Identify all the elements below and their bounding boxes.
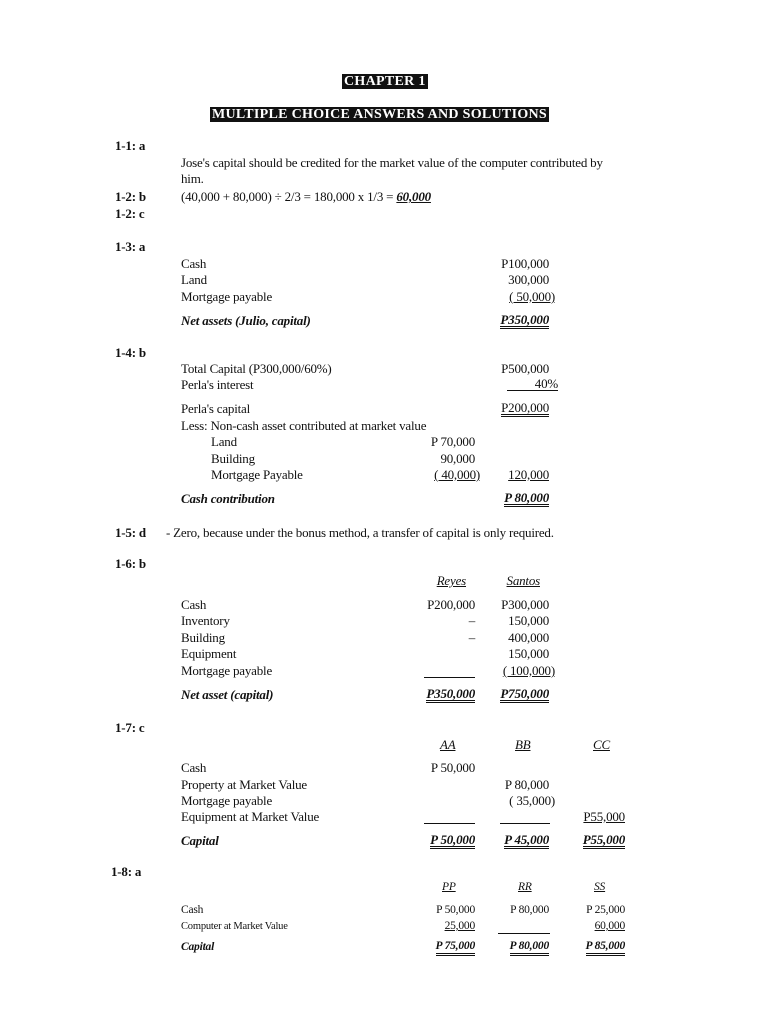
row-value: P500,000 — [501, 361, 549, 376]
answer-label: 1-2: b — [115, 189, 146, 204]
row-value: 300,000 — [508, 272, 549, 287]
row-value: 150,000 — [508, 646, 549, 661]
row-label: Land — [181, 272, 207, 287]
row-value: ( 100,000) — [502, 663, 555, 678]
column-header: BB — [515, 737, 531, 752]
column-header: CC — [593, 737, 610, 752]
row-value: – — [468, 613, 475, 628]
answer-label: 1-2: c — [115, 206, 145, 221]
row-label: Less: Non-cash asset contributed at market value — [181, 418, 427, 433]
row-label: Computer at Market Value — [181, 921, 288, 932]
row-value: P 70,000 — [430, 434, 475, 449]
total-value: P 45,000 — [504, 832, 549, 847]
formula-answer: 60,000 — [396, 189, 431, 204]
answer-label: 1-1: a — [115, 138, 146, 153]
row-value: P100,000 — [501, 256, 549, 271]
row-value: P55,000 — [583, 809, 625, 824]
row-label: Mortgage payable — [181, 289, 273, 304]
row-label: Perla's capital — [181, 401, 251, 416]
row-value: – — [468, 630, 475, 645]
row-label: Total Capital (P300,000/60%) — [181, 361, 332, 376]
column-header: Santos — [506, 573, 540, 588]
row-value: 400,000 — [508, 630, 549, 645]
total-value: P750,000 — [500, 686, 549, 701]
total-value: P350,000 — [426, 686, 475, 701]
row-label: Building — [181, 630, 225, 645]
row-label: Cash — [181, 904, 204, 916]
answer-label: 1-3: a — [115, 239, 146, 254]
row-value: P300,000 — [501, 597, 549, 612]
row-value: 40% — [507, 377, 558, 391]
row-label: Property at Market Value — [181, 777, 308, 792]
answer-label: 1-5: d — [115, 525, 146, 540]
row-label: Cash — [181, 597, 207, 612]
total-value: P 80,000 — [510, 940, 550, 956]
underline-rule — [424, 823, 475, 824]
chapter-title: CHAPTER 1 — [344, 74, 426, 89]
row-label: Cash — [181, 760, 207, 775]
total-label: Capital — [181, 833, 219, 848]
total-value: P 75,000 — [436, 940, 476, 956]
row-label: Mortgage payable — [181, 793, 273, 808]
row-value: 120,000 — [508, 467, 549, 482]
solution-text: Jose's capital should be credited for the market value of the computer contributed by — [181, 155, 603, 170]
row-label: Equipment at Market Value — [181, 809, 320, 824]
underline-rule — [500, 823, 550, 824]
row-label: Mortgage Payable — [211, 467, 303, 482]
row-value: 150,000 — [508, 613, 549, 628]
formula-text: (40,000 + 80,000) ÷ 2/3 = 180,000 x 1/3 = — [181, 189, 397, 204]
row-label: Inventory — [181, 613, 230, 628]
row-label: Building — [211, 451, 255, 466]
total-label: Capital — [181, 941, 215, 953]
column-header: PP — [442, 881, 456, 893]
underline-rule — [498, 933, 550, 934]
answer-label: 1-7: c — [115, 720, 145, 735]
row-value: 25,000 — [444, 920, 475, 932]
total-label: Net assets (Julio, capital) — [181, 313, 311, 328]
row-value: ( 35,000) — [509, 793, 555, 808]
row-value: P200,000 — [501, 400, 549, 415]
total-value: P 80,000 — [504, 490, 549, 505]
row-value: P 80,000 — [510, 904, 549, 916]
row-label: Perla's interest — [181, 377, 254, 392]
column-header: Reyes — [436, 573, 466, 588]
answer-label: 1-8: a — [111, 864, 142, 879]
row-label: Equipment — [181, 646, 237, 661]
row-value: P 50,000 — [436, 904, 475, 916]
underline-rule — [424, 677, 475, 678]
column-header: RR — [518, 881, 532, 893]
total-value: P350,000 — [500, 312, 549, 327]
row-value: 90,000 — [440, 451, 475, 466]
answer-label: 1-4: b — [115, 345, 146, 360]
section-heading: MULTIPLE CHOICE ANSWERS AND SOLUTIONS — [212, 107, 547, 122]
column-header: AA — [440, 737, 456, 752]
solution-text: - Zero, because under the bonus method, a transfer of capital is only required. — [166, 525, 554, 540]
total-value: P 50,000 — [430, 832, 475, 847]
row-label: Cash — [181, 256, 207, 271]
row-value: P 80,000 — [504, 777, 549, 792]
total-label: Cash contribution — [181, 491, 275, 506]
row-value: ( 40,000) — [434, 467, 480, 482]
total-value: P 85,000 — [586, 940, 626, 956]
solution-text: him. — [181, 171, 204, 186]
column-header: SS — [594, 881, 606, 893]
row-value: 60,000 — [594, 920, 625, 932]
row-value: P 50,000 — [430, 760, 475, 775]
row-value: ( 50,000) — [509, 289, 555, 304]
total-label: Net asset (capital) — [181, 687, 274, 702]
row-label: Land — [211, 434, 237, 449]
row-label: Mortgage payable — [181, 663, 273, 678]
row-value: P200,000 — [427, 597, 475, 612]
total-value: P55,000 — [582, 832, 625, 847]
answer-label: 1-6: b — [115, 556, 146, 571]
solution-formula — [181, 189, 431, 204]
row-value: P 25,000 — [586, 904, 625, 916]
